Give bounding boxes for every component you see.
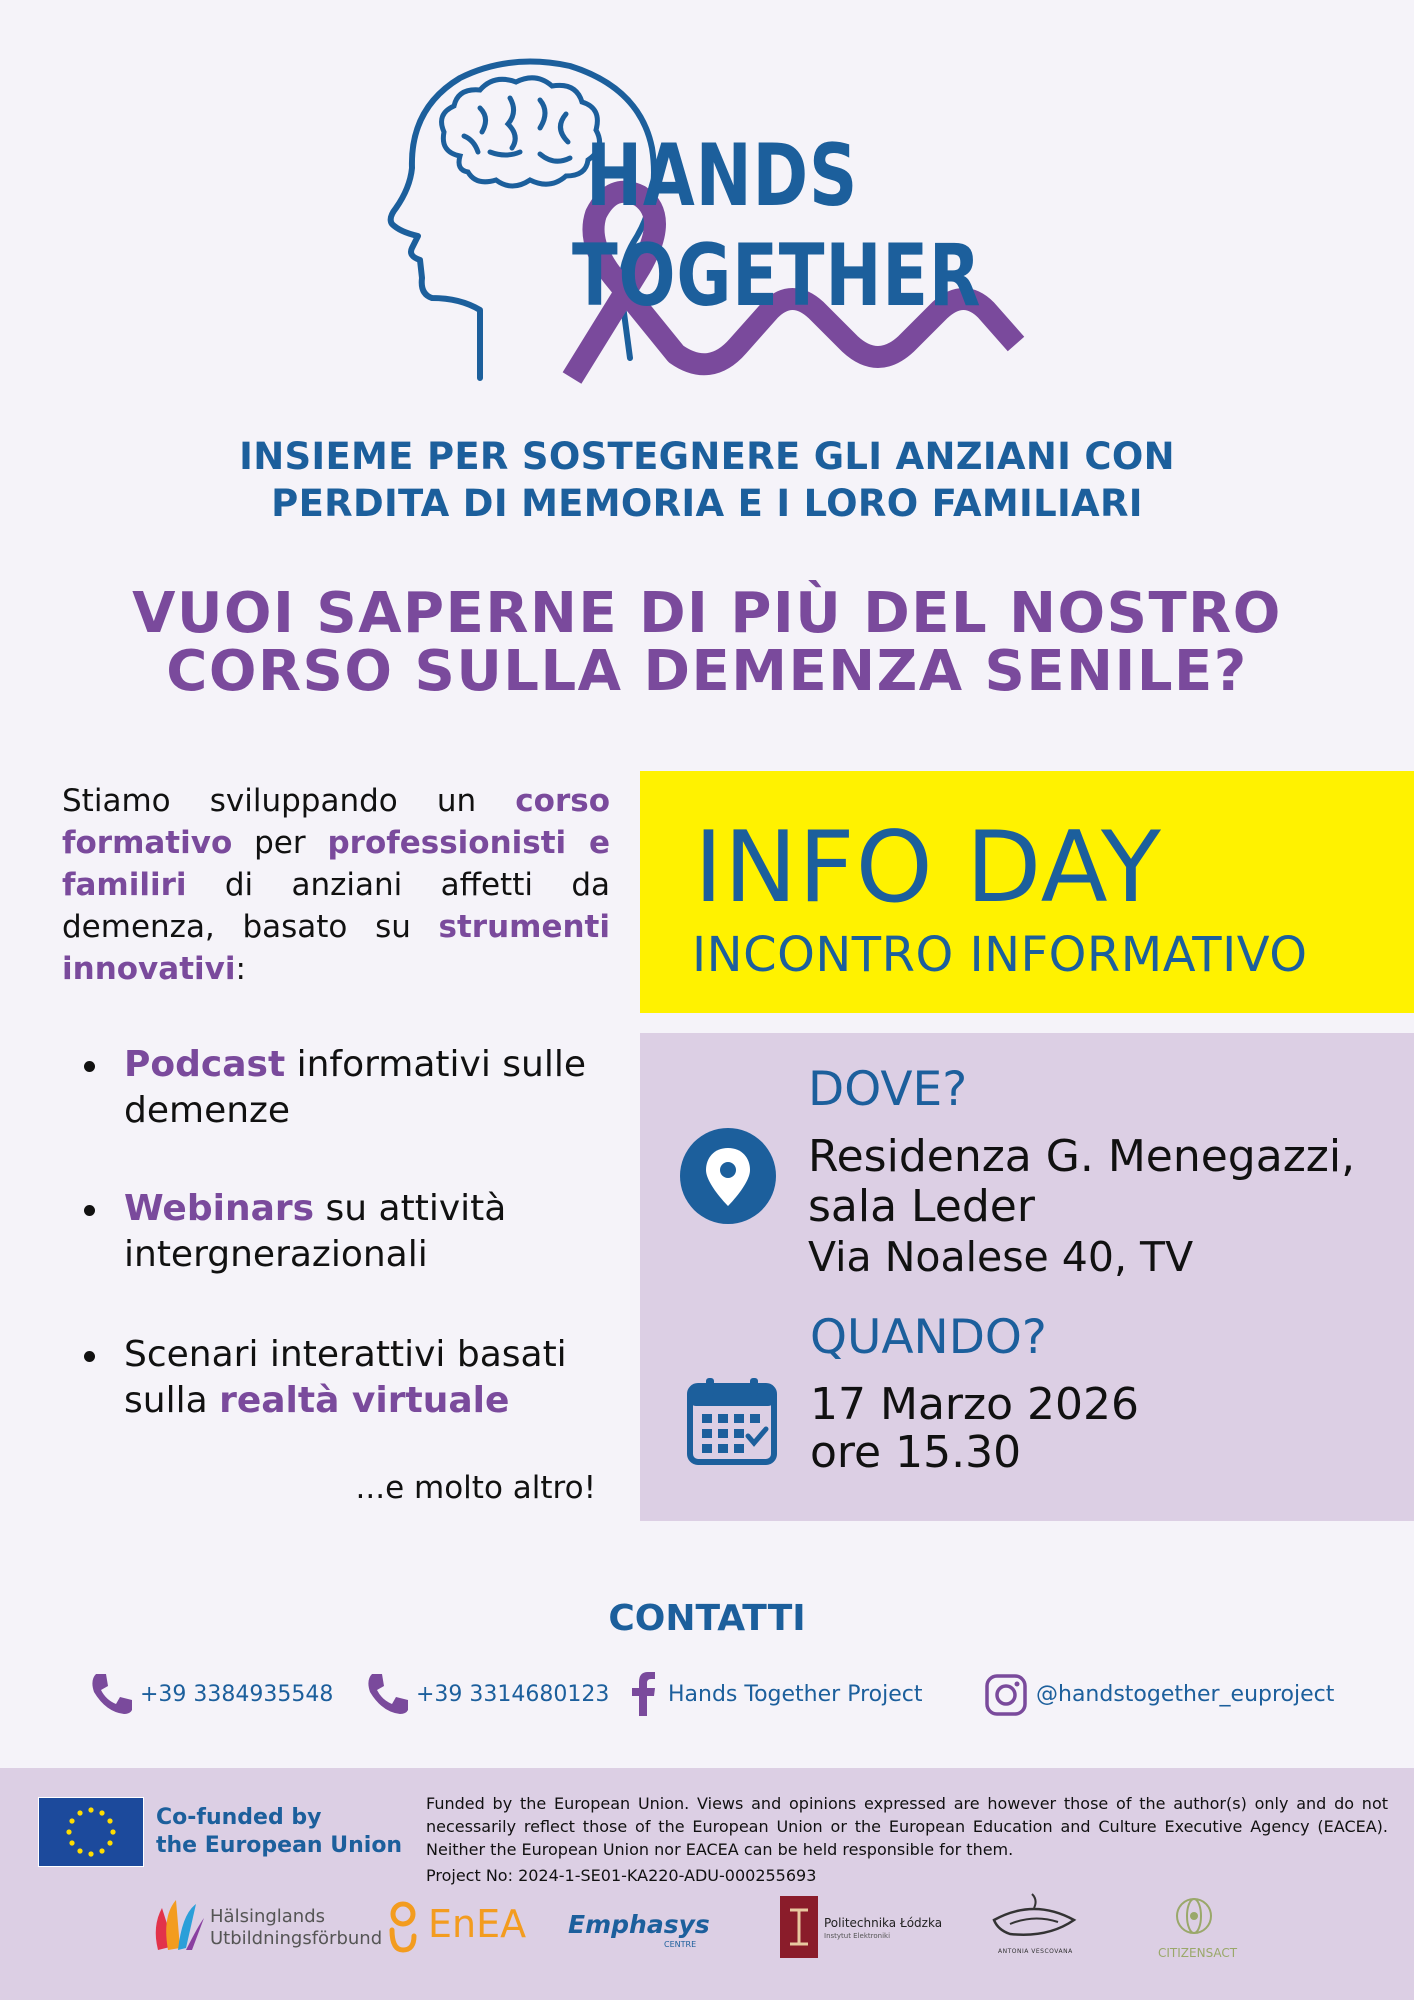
bullet-highlight: Webinars [124,1188,315,1229]
question-line-1: VUOI SAPERNE DI PIÙ DEL NOSTRO [132,581,1282,646]
intro-highlight-course: corso formativo [62,783,610,861]
event-date: 17 Marzo 2026 [810,1379,1139,1430]
partner-halsinglands-logo [152,1890,383,1970]
calendar-icon [686,1376,778,1466]
intro-text-1: Stiamo sviluppando un [62,783,516,819]
and-more-text: ...e molto altro! [355,1470,596,1506]
where-label: DOVE? [808,1062,968,1117]
bullet-dot [84,1351,95,1362]
logo-word-together: TOGETHER [572,226,982,326]
venue-room: sala Leder [808,1181,1035,1232]
venue-address: Via Noalese 40, TV [808,1233,1194,1281]
intro-text-4: : [235,951,246,987]
intro-highlight-audience: professionisti e familiri [62,825,610,903]
phone-contact-2[interactable] [364,1670,610,1720]
phone-icon [364,1670,410,1716]
antonia-vescovana-lamp-icon [988,1890,1078,1944]
info-day-subtitle: INCONTRO INFORMATIVO [692,927,1308,983]
phone-number-2: +39 3314680123 [416,1682,610,1707]
partner-politechnika-logo [780,1890,943,1970]
contacts-title: CONTATTI [608,1598,806,1639]
emphasys-wordmark: Emphasys [568,1910,710,1939]
when-label: QUANDO? [810,1310,1047,1365]
facebook-icon [632,1672,656,1716]
intro-paragraph [62,780,610,990]
politechnika-name: Politechnika Łódzka [824,1916,943,1930]
venue-name: Residenza G. Menegazzi, [808,1131,1356,1182]
subtitle-line-1: INSIEME PER SOSTEGNERE GLI ANZIANI CON [239,435,1175,478]
halsinglands-line-1: Hälsinglands [210,1906,326,1927]
partner-enea-logo [386,1890,536,1970]
citizensact-wordmark: CITIZENSACT [1158,1946,1238,1960]
halsinglands-book-icon [152,1896,206,1956]
instagram-icon [984,1673,1028,1717]
info-day-title: INFO DAY [694,811,1162,925]
antonia-vescovana-name: ANTONIA VESCOVANA [998,1948,1073,1955]
enea-wordmark: EnEA [428,1902,527,1946]
eu-cofunded-line-1: Co-funded by [156,1805,322,1830]
intro-highlight-tools: strumenti innovativi [62,909,610,987]
bullet-text: informativi sulle demenze [124,1044,587,1131]
intro-text-3: di anziani affetti da demenza, basato su [62,867,610,945]
bullet-webinars [84,1186,624,1286]
intro-text-2: per [232,825,328,861]
emphasys-subtitle: CENTRE [664,1940,697,1949]
bullet-highlight: realtà virtuale [219,1380,510,1421]
partner-emphasys-logo [568,1890,718,1970]
facebook-page-name: Hands Together Project [668,1682,923,1707]
event-time: ore 15.30 [810,1427,1022,1478]
politechnika-crest-icon [780,1896,818,1958]
bullet-highlight: Podcast [124,1044,286,1085]
politechnika-institute: Instytut Elektroniki [824,1932,891,1940]
bullet-text: su attività intergnerazionali [124,1188,507,1275]
citizensact-atom-icon [1174,1890,1214,1942]
eu-cofunded-text [156,1804,402,1860]
instagram-handle: @handstogether_euproject [1036,1682,1335,1707]
logo-word-hands: HANDS [586,126,859,226]
partner-antonia-vescovana-logo [988,1890,1088,1970]
halsinglands-line-2: Utbildningsförbund [210,1928,383,1949]
phone-icon [88,1670,134,1716]
instagram-contact[interactable] [984,1670,1384,1720]
bullet-dot [84,1061,95,1072]
bullet-virtual-reality [84,1332,624,1432]
eu-disclaimer: Funded by the European Union. Views and opinions expressed are however those of the author(s) only and do not necessarily reflect those of the European Union or the European Education and Culture Executive Agency (EACEA). Neither the European Union nor EACEA can be held responsible for them. [426,1794,1388,1859]
enea-symbol-icon [386,1900,420,1956]
bullet-text: Scenari interattivi basati sulla [124,1334,567,1421]
phone-number-1: +39 3384935548 [140,1682,334,1707]
question-line-2: CORSO SULLA DEMENZA SENILE? [166,639,1248,704]
eu-flag-icon [38,1797,144,1867]
partner-citizensact-logo [1150,1890,1250,1970]
bullet-podcast [84,1042,624,1142]
facebook-contact[interactable] [632,1670,952,1720]
subtitle-line-2: PERDITA DI MEMORIA E I LORO FAMILIARI [271,482,1143,525]
eu-cofunded-line-2: the European Union [156,1833,403,1858]
phone-contact-1[interactable] [88,1670,334,1720]
project-number: Project No: 2024-1-SE01-KA220-ADU-000255693 [426,1866,817,1885]
bullet-dot [84,1205,95,1216]
location-pin-icon [680,1128,776,1224]
